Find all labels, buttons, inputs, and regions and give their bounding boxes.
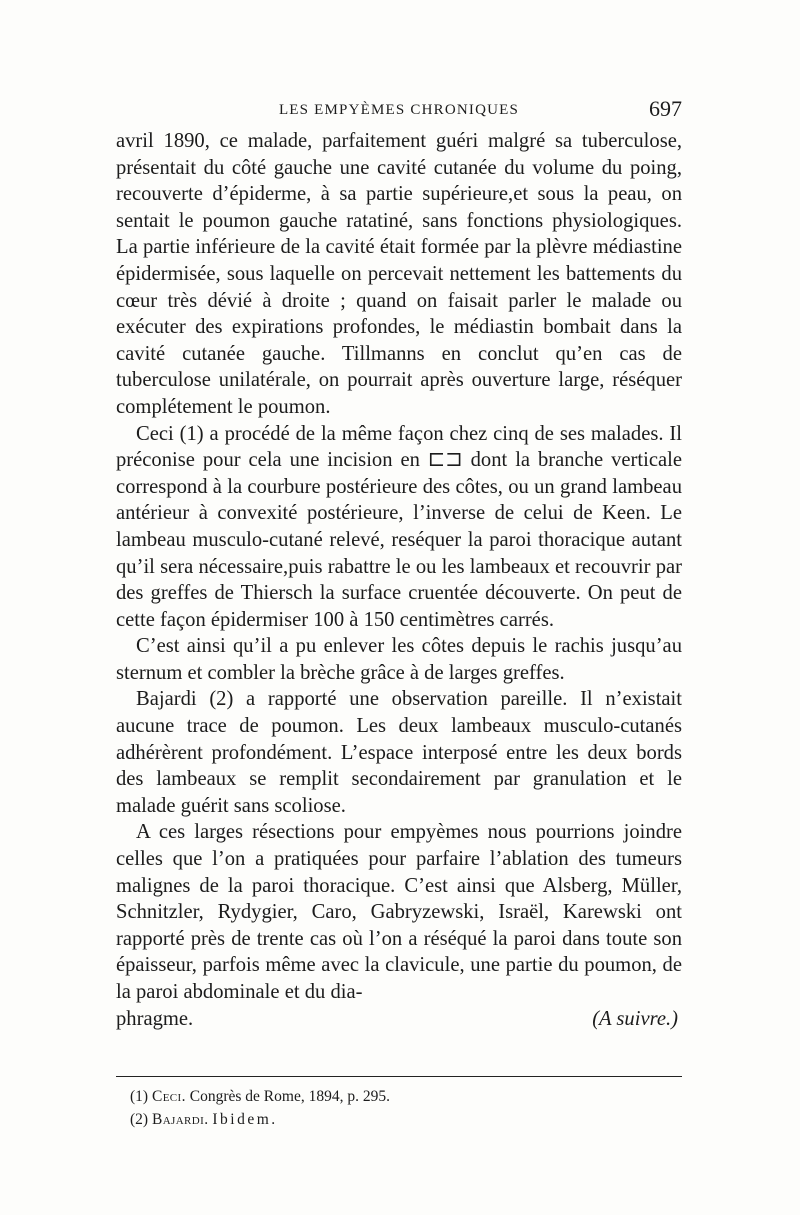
paragraph-5-text: A ces larges résections pour empyèmes nous pourrions joindre celles que l’on a pratiquées pour parfaire l’ablation des tumeurs malignes de la paroi thoracique. C’est ainsi que Alsberg, Müller, Schnitzler, Rydygier, Caro, Gabryzewski, Israël, Karewski ont rapporté près de trente cas où l’on a réséqué la paroi dans toute son épaisseur, parfois même avec la clavicule, une partie du poumon, de la paroi abdominale et du dia- [116,821,682,1003]
footnotes [130,1085,670,1131]
footnote-rule [116,1076,682,1077]
running-title: LES EMPYÈMES CHRONIQUES [278,102,520,118]
continuation-word: phragme. [116,1007,194,1030]
paragraph-2: Ceci (1) a procédé de la même façon chez cinq de ses malades. Il préconise pour cela une incision en ⊏⊐ dont la branche verticale correspond à la courbure postérieure des côtes, ou un grand lambeau antérieur à convexité postérieure, l’inverse de celui de Keen. Le lambeau musculo-cutané relevé, reséquer la paroi thoracique autant qu’il sera nécessaire,puis rabattre le ou les lambeaux et recouvrir par des greffes de Thiersch la surface cruentée découverte. On peut de cette façon épidermiser 100 à 150 centimètres carrés. [116,422,682,631]
footnote-1 [130,1085,670,1108]
paragraph-3: C’est ainsi qu’il a pu enlever les côtes depuis le rachis jusqu’au sternum et combler la brèche grâce à de larges greffes. [116,635,682,684]
a-suivre-note: (A suivre.) [592,1007,678,1030]
page-number: 697 [649,96,682,121]
running-head [116,96,682,126]
paragraph-1: avril 1890, ce malade, parfaitement guéri malgré sa tuberculose, présentait du côté gauche une cavité cutanée du volume du poing, recouverte d’épiderme, à sa partie supérieure,et sous la peau, on sentait le poumon gauche ratatiné, sans fonctions physiologiques. La partie inférieure de la cavité était formée par la plèvre médiastine épidermisée, sous laquelle on percevait nettement les battements du cœur très dévié à droite ; quand on faisait parler le malade ou exécuter des expirations profondes, le médiastin bombait dans la cavité cutanée gauche. Tillmanns en conclut qu’en cas de tuberculose unilatérale, on pourrait après ouverture large, réséquer complétement le poumon. [116,130,682,418]
body-text [116,128,682,1032]
footnote-2 [130,1108,670,1131]
paragraph-5 [116,819,682,1005]
footnote-author: Bajardi. [151,1111,209,1128]
footnote-marker: (2) [130,1111,149,1128]
footnote-text: Ibidem. [212,1111,278,1128]
paragraph-4: Bajardi (2) a rapporté une observation pareille. Il n’existait aucune trace de poumon. Les deux lambeaux musculo-cutanés adhérèrent profondément. L’espace interposé entre les deux bords des lambeaux se remplit secondairement par granulation et le malade guérit sans scoliose. [116,688,682,817]
continuation-line [116,1006,682,1033]
footnote-author: Ceci. [151,1088,186,1105]
footnote-marker: (1) [130,1088,149,1105]
footnote-text: Congrès de Rome, 1894, p. 295. [189,1088,390,1105]
